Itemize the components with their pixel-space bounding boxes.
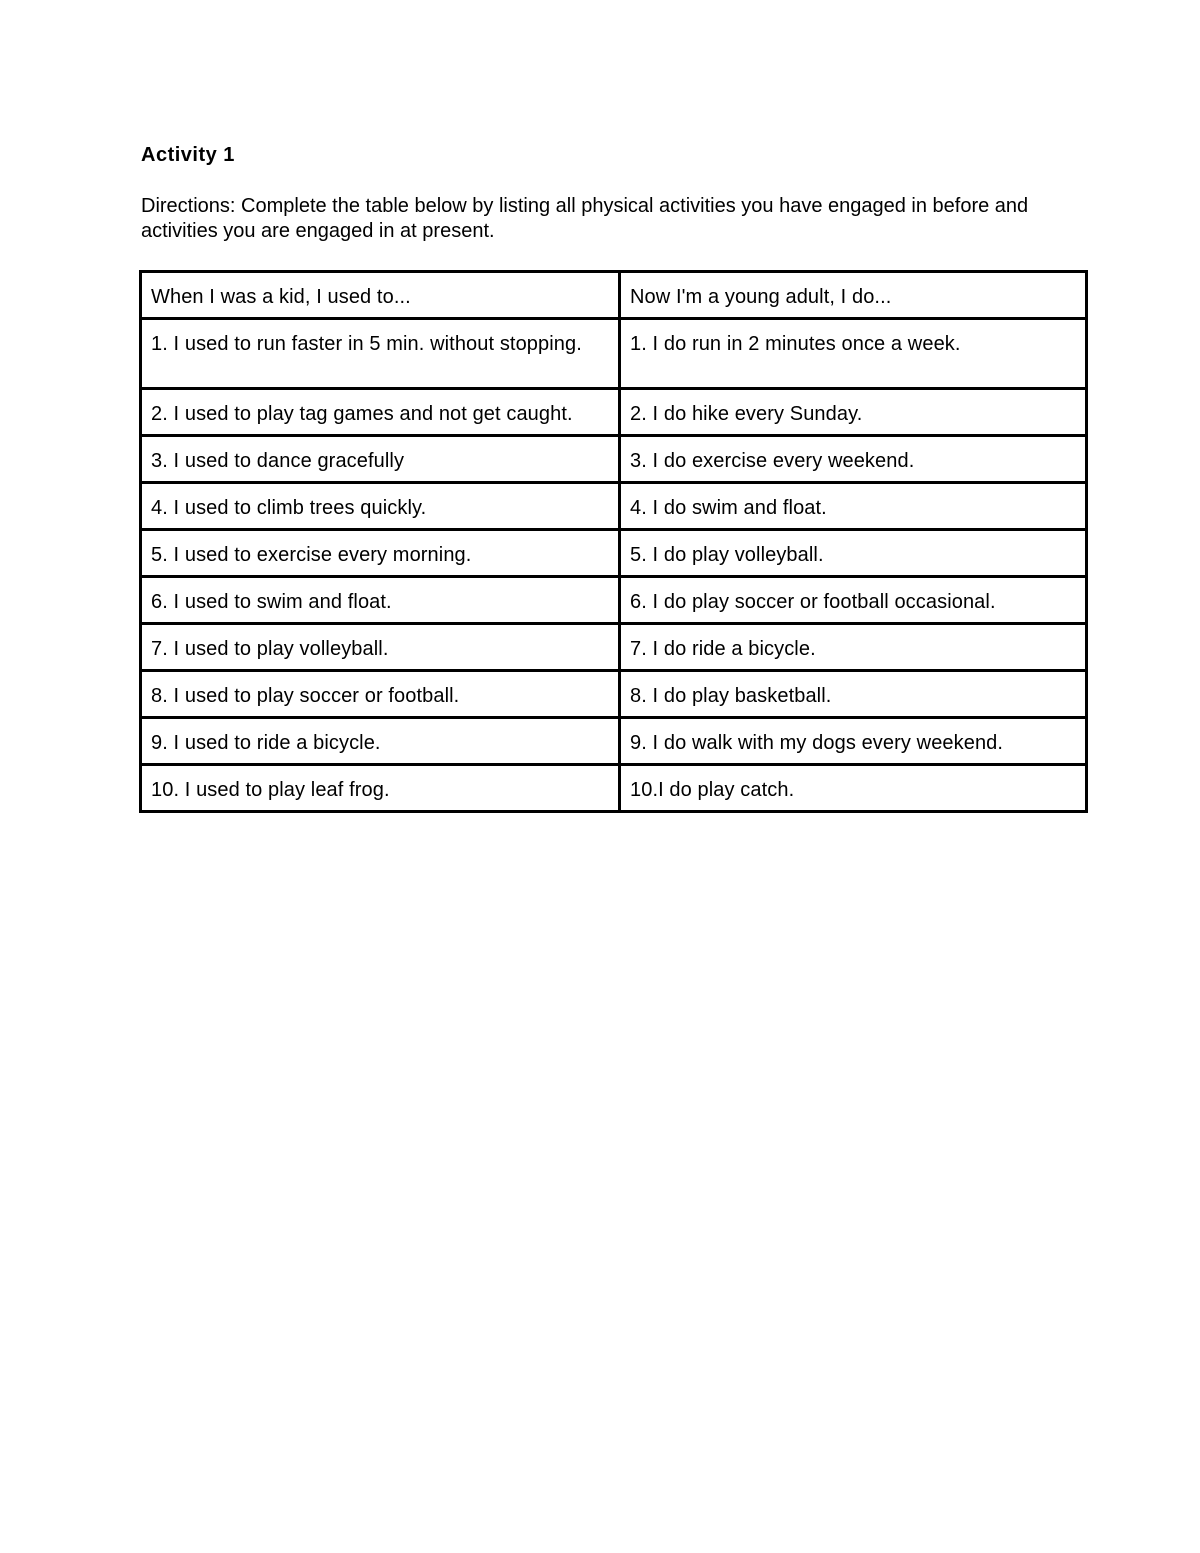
- activity-title: Activity 1: [141, 144, 235, 166]
- table-header-row: [141, 272, 1087, 319]
- table-row: [141, 577, 1087, 624]
- table-row: [141, 389, 1087, 436]
- table-cell-kid: 7. I used to play volleyball.: [141, 624, 620, 671]
- table-cell-adult: 4. I do swim and float.: [620, 483, 1087, 530]
- table-cell-adult: 2. I do hike every Sunday.: [620, 389, 1087, 436]
- table-cell-adult: 10.I do play catch.: [620, 765, 1087, 812]
- table-cell-kid: 2. I used to play tag games and not get caught.: [141, 389, 620, 436]
- header-cell-kid: When I was a kid, I used to...: [141, 272, 620, 319]
- table-row: [141, 624, 1087, 671]
- table-row: [141, 671, 1087, 718]
- table-cell-kid: 8. I used to play soccer or football.: [141, 671, 620, 718]
- table-cell-kid: 3. I used to dance gracefully: [141, 436, 620, 483]
- table-cell-adult: 5. I do play volleyball.: [620, 530, 1087, 577]
- header-cell-adult: Now I'm a young adult, I do...: [620, 272, 1087, 319]
- table-row: [141, 436, 1087, 483]
- activities-table: [139, 270, 1088, 813]
- directions-text: Directions: Complete the table below by listing all physical activities you have engaged in before and activities you are engaged in at present.: [141, 195, 1029, 242]
- table-cell-kid: 4. I used to climb trees quickly.: [141, 483, 620, 530]
- table-cell-adult: 3. I do exercise every weekend.: [620, 436, 1087, 483]
- table-row: [141, 483, 1087, 530]
- table-cell-kid: 9. I used to ride a bicycle.: [141, 718, 620, 765]
- table-cell-adult: 6. I do play soccer or football occasional.: [620, 577, 1087, 624]
- table-row: [141, 718, 1087, 765]
- table-row: [141, 319, 1087, 389]
- table-row: [141, 765, 1087, 812]
- table-cell-adult: 1. I do run in 2 minutes once a week.: [620, 319, 1087, 389]
- table-row: [141, 530, 1087, 577]
- table-cell-adult: 9. I do walk with my dogs every weekend.: [620, 718, 1087, 765]
- table-cell-kid: 6. I used to swim and float.: [141, 577, 620, 624]
- table-cell-kid: 5. I used to exercise every morning.: [141, 530, 620, 577]
- table-cell-adult: 7. I do ride a bicycle.: [620, 624, 1087, 671]
- table-cell-kid: 1. I used to run faster in 5 min. without stopping.: [141, 319, 620, 389]
- table-cell-kid: 10. I used to play leaf frog.: [141, 765, 620, 812]
- table-cell-adult: 8. I do play basketball.: [620, 671, 1087, 718]
